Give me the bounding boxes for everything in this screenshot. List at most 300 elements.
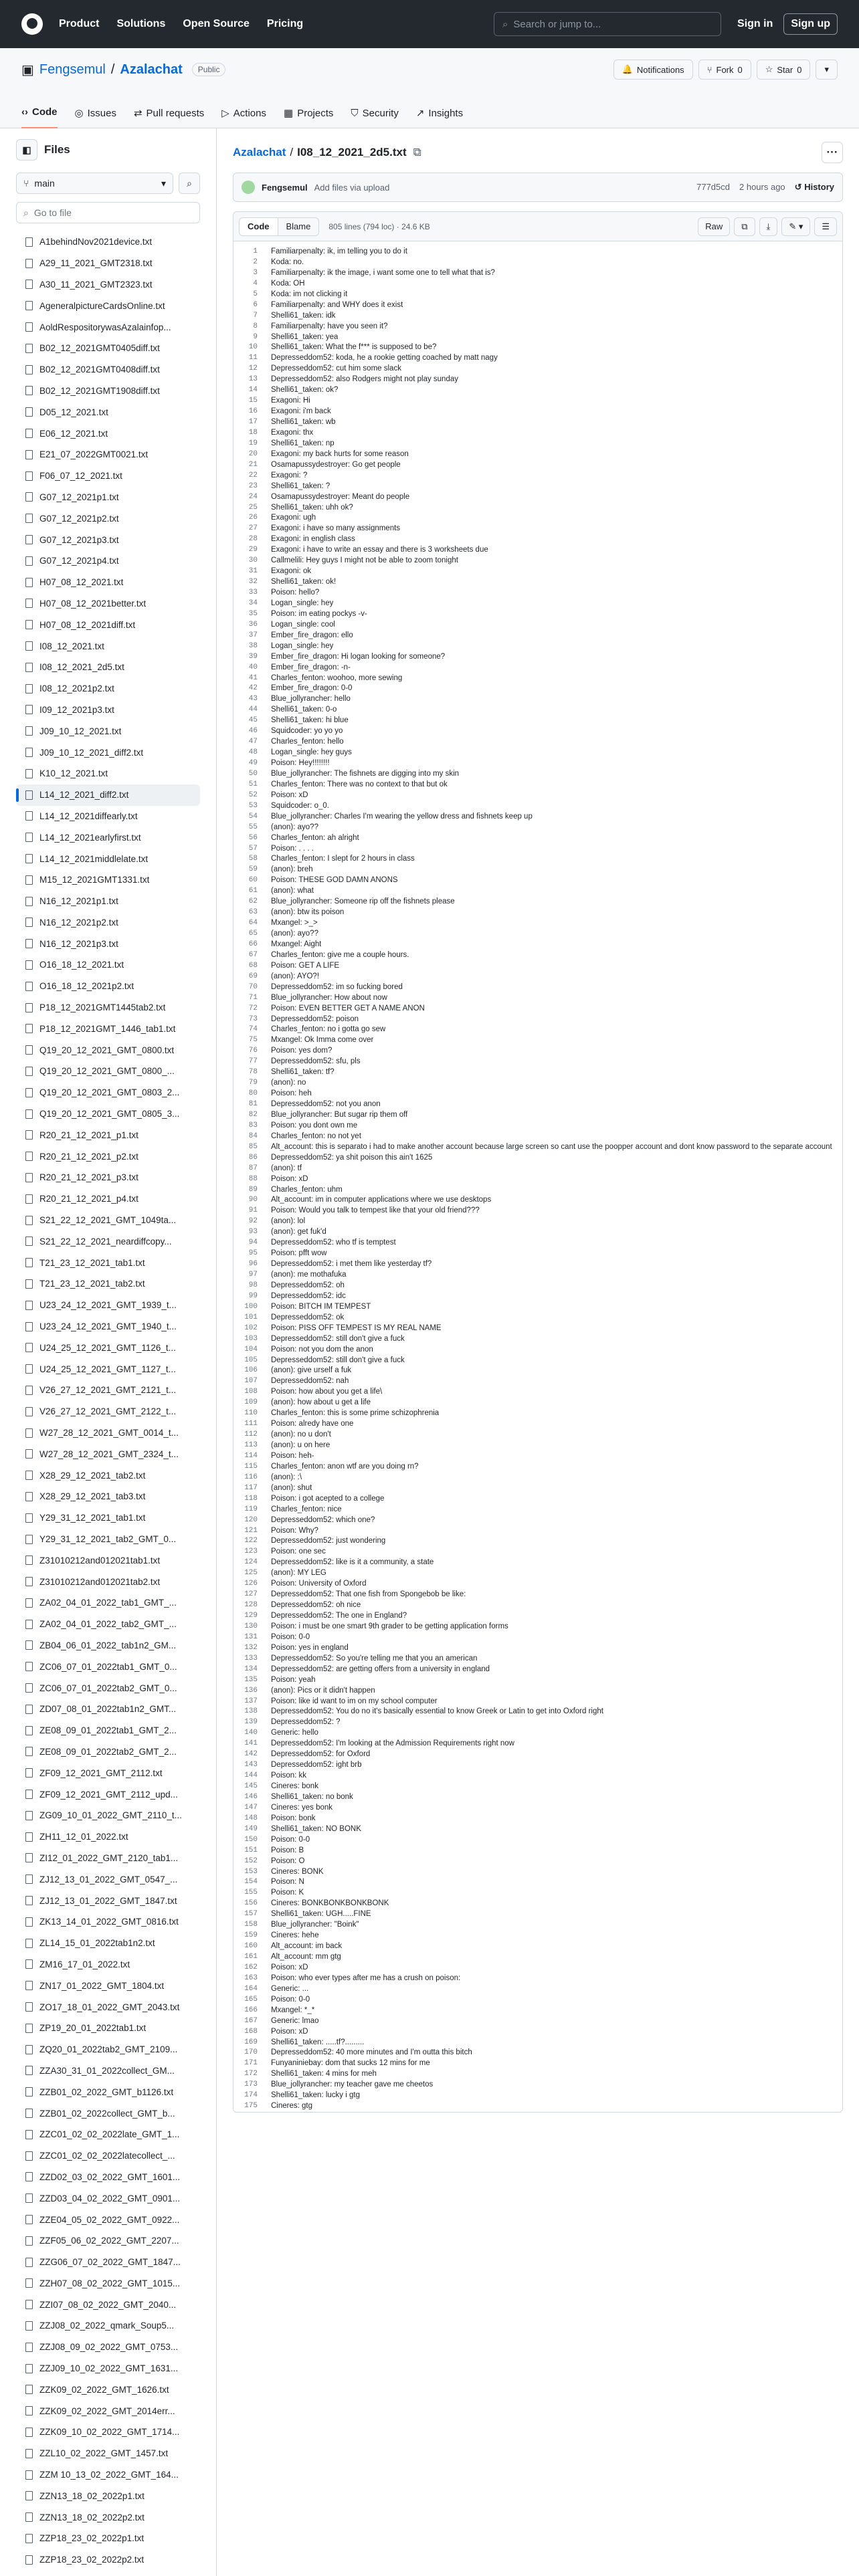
line-number[interactable]: 69 xyxy=(248,972,258,980)
file-tree-item[interactable] xyxy=(16,2060,200,2082)
commit-message[interactable]: Add files via upload xyxy=(314,182,390,193)
line-number[interactable]: 48 xyxy=(248,748,258,757)
line-number[interactable]: 103 xyxy=(244,1334,258,1343)
commit-author[interactable]: Fengsemul xyxy=(262,182,308,193)
line-number[interactable]: 21 xyxy=(248,460,258,469)
file-tree-item[interactable] xyxy=(16,2124,200,2145)
line-number[interactable]: 2 xyxy=(253,257,258,266)
file-tree-item[interactable] xyxy=(16,1826,200,1848)
line-number[interactable]: 125 xyxy=(244,1569,258,1578)
file-tree-item[interactable] xyxy=(16,1252,200,1273)
line-number[interactable]: 149 xyxy=(244,1824,258,1833)
line-number[interactable]: 88 xyxy=(248,1174,258,1183)
nav-open-source[interactable]: Open Source xyxy=(183,18,250,29)
file-tree-item[interactable] xyxy=(16,1337,200,1358)
fork-button[interactable] xyxy=(698,60,751,80)
line-number[interactable]: 37 xyxy=(248,631,258,639)
line-number[interactable]: 43 xyxy=(248,695,258,704)
line-number[interactable]: 58 xyxy=(248,855,258,863)
file-tree-item[interactable] xyxy=(16,1082,200,1103)
line-number[interactable]: 52 xyxy=(248,790,258,799)
line-number[interactable]: 73 xyxy=(248,1014,258,1023)
line-number[interactable]: 84 xyxy=(248,1132,258,1140)
file-tree-item[interactable] xyxy=(16,700,200,721)
line-number[interactable]: 96 xyxy=(248,1260,258,1269)
edit-pencil-icon[interactable]: ✎ ▾ xyxy=(781,217,810,236)
tab-pull-requests[interactable] xyxy=(134,107,204,128)
file-tree-item[interactable] xyxy=(16,1954,200,1975)
raw-button[interactable]: Raw xyxy=(698,217,730,236)
line-number[interactable]: 46 xyxy=(248,727,258,736)
line-number[interactable]: 80 xyxy=(248,1089,258,1098)
file-tree-item[interactable] xyxy=(16,1890,200,1911)
search-files-button[interactable]: ⌕ xyxy=(179,173,200,194)
file-tree-item[interactable] xyxy=(16,2528,200,2549)
code-view-button[interactable]: Code xyxy=(239,217,278,236)
file-tree-item[interactable] xyxy=(16,891,200,912)
line-number[interactable]: 9 xyxy=(253,332,258,341)
line-number[interactable]: 112 xyxy=(244,1430,258,1439)
file-tree-item[interactable] xyxy=(16,2358,200,2379)
line-number[interactable]: 119 xyxy=(244,1505,258,1513)
file-tree-item[interactable] xyxy=(16,1762,200,1784)
line-number[interactable]: 99 xyxy=(248,1291,258,1300)
line-number[interactable]: 3 xyxy=(253,268,258,277)
file-tree-item[interactable] xyxy=(16,2273,200,2294)
line-number[interactable]: 49 xyxy=(248,759,258,767)
file-tree-item[interactable] xyxy=(16,2337,200,2358)
file-tree-item[interactable] xyxy=(16,1592,200,1614)
line-number[interactable]: 50 xyxy=(248,769,258,778)
line-number[interactable]: 93 xyxy=(248,1228,258,1237)
file-tree-item[interactable] xyxy=(16,2485,200,2506)
line-number[interactable]: 5 xyxy=(253,290,258,298)
line-number[interactable]: 118 xyxy=(244,1494,258,1503)
line-number[interactable]: 89 xyxy=(248,1185,258,1194)
line-number[interactable]: 109 xyxy=(244,1398,258,1407)
line-number[interactable]: 151 xyxy=(244,1846,258,1854)
file-tree-item[interactable] xyxy=(16,295,200,316)
line-number[interactable]: 35 xyxy=(248,609,258,618)
line-number[interactable]: 30 xyxy=(248,556,258,565)
star-button[interactable] xyxy=(757,60,811,80)
line-number[interactable]: 108 xyxy=(244,1388,258,1396)
file-tree-item[interactable] xyxy=(16,1210,200,1231)
line-number[interactable]: 167 xyxy=(244,2016,258,2025)
line-number[interactable]: 77 xyxy=(248,1057,258,1066)
file-tree-item[interactable] xyxy=(16,423,200,444)
file-tree-item[interactable] xyxy=(16,444,200,465)
download-icon[interactable]: ⤓ xyxy=(759,217,778,236)
file-tree-item[interactable] xyxy=(16,1358,200,1380)
breadcrumb-repo-link[interactable]: Azalachat xyxy=(233,146,286,158)
line-number[interactable]: 87 xyxy=(248,1164,258,1172)
line-number[interactable]: 173 xyxy=(244,2080,258,2089)
file-tree-item[interactable] xyxy=(16,508,200,529)
file-tree-item[interactable] xyxy=(16,1975,200,1996)
line-number[interactable]: 38 xyxy=(248,641,258,650)
line-number[interactable]: 40 xyxy=(248,663,258,671)
file-tree-item[interactable] xyxy=(16,1635,200,1656)
line-number[interactable]: 142 xyxy=(244,1750,258,1759)
line-number[interactable]: 102 xyxy=(244,1323,258,1332)
line-number[interactable]: 160 xyxy=(244,1942,258,1951)
line-number[interactable]: 42 xyxy=(248,684,258,693)
line-number[interactable]: 157 xyxy=(244,1910,258,1919)
line-number[interactable]: 54 xyxy=(248,812,258,821)
file-tree-item[interactable] xyxy=(16,678,200,700)
line-number[interactable]: 6 xyxy=(253,300,258,309)
file-tree-item[interactable] xyxy=(16,231,200,253)
file-tree-item[interactable] xyxy=(16,1911,200,1933)
line-number[interactable]: 41 xyxy=(248,673,258,682)
line-number[interactable]: 106 xyxy=(244,1366,258,1375)
line-number[interactable]: 29 xyxy=(248,546,258,554)
file-tree-item[interactable] xyxy=(16,1146,200,1167)
line-number[interactable]: 147 xyxy=(244,1803,258,1812)
file-tree-item[interactable] xyxy=(16,2252,200,2273)
branch-select[interactable] xyxy=(16,173,173,194)
file-tree-item[interactable] xyxy=(16,1167,200,1188)
copy-icon[interactable]: ⧉ xyxy=(734,217,755,236)
line-number[interactable]: 12 xyxy=(248,364,258,373)
line-number[interactable]: 18 xyxy=(248,428,258,437)
line-number[interactable]: 7 xyxy=(253,311,258,320)
line-number[interactable]: 15 xyxy=(248,397,258,405)
file-tree-item[interactable] xyxy=(16,359,200,381)
file-tree-item[interactable] xyxy=(16,954,200,976)
file-tree-item[interactable] xyxy=(16,933,200,954)
file-tree-item[interactable] xyxy=(16,1720,200,1741)
line-number[interactable]: 44 xyxy=(248,706,258,714)
line-number[interactable]: 163 xyxy=(244,1973,258,1982)
line-number[interactable]: 92 xyxy=(248,1217,258,1226)
line-number[interactable]: 66 xyxy=(248,940,258,948)
line-number[interactable]: 70 xyxy=(248,982,258,991)
file-tree-item[interactable] xyxy=(16,1805,200,1826)
file-tree-item[interactable] xyxy=(16,1380,200,1401)
line-number[interactable]: 98 xyxy=(248,1281,258,1289)
line-number[interactable]: 57 xyxy=(248,844,258,853)
file-tree-item[interactable] xyxy=(16,1230,200,1252)
line-number[interactable]: 123 xyxy=(244,1547,258,1556)
line-number[interactable]: 172 xyxy=(244,2070,258,2078)
file-tree-item[interactable] xyxy=(16,2315,200,2337)
line-number[interactable]: 132 xyxy=(244,1643,258,1652)
line-number[interactable]: 45 xyxy=(248,716,258,725)
github-logo-icon[interactable] xyxy=(21,13,43,35)
line-number[interactable]: 162 xyxy=(244,1963,258,1971)
line-number[interactable]: 19 xyxy=(248,439,258,447)
line-number[interactable]: 100 xyxy=(244,1302,258,1311)
line-number[interactable]: 62 xyxy=(248,897,258,906)
file-tree-item[interactable] xyxy=(16,1699,200,1720)
line-number[interactable]: 23 xyxy=(248,481,258,490)
line-number[interactable]: 110 xyxy=(244,1409,258,1418)
line-number[interactable]: 11 xyxy=(248,354,258,362)
line-number[interactable]: 60 xyxy=(248,876,258,885)
line-number[interactable]: 59 xyxy=(248,865,258,874)
nav-pricing[interactable]: Pricing xyxy=(266,18,304,29)
file-tree-item[interactable] xyxy=(16,465,200,487)
file-tree-item[interactable] xyxy=(16,2400,200,2422)
file-tree-item[interactable] xyxy=(16,784,200,806)
line-number[interactable]: 97 xyxy=(248,1271,258,1279)
file-tree-item[interactable] xyxy=(16,1848,200,1869)
line-number[interactable]: 146 xyxy=(244,1792,258,1801)
line-number[interactable]: 166 xyxy=(244,2006,258,2014)
star-dropdown-button[interactable] xyxy=(816,60,838,80)
line-number[interactable]: 13 xyxy=(248,375,258,384)
file-tree-item[interactable] xyxy=(16,572,200,593)
line-number[interactable]: 34 xyxy=(248,599,258,607)
line-number[interactable]: 168 xyxy=(244,2027,258,2036)
go-to-file-input[interactable] xyxy=(16,202,200,223)
line-number[interactable]: 156 xyxy=(244,1899,258,1908)
line-number[interactable]: 130 xyxy=(244,1622,258,1630)
line-number[interactable]: 128 xyxy=(244,1601,258,1610)
line-number[interactable]: 140 xyxy=(244,1729,258,1737)
line-number[interactable]: 8 xyxy=(253,322,258,330)
tab-issues[interactable] xyxy=(75,107,116,128)
line-number[interactable]: 47 xyxy=(248,738,258,746)
line-number[interactable]: 134 xyxy=(244,1665,258,1673)
file-tree-item[interactable] xyxy=(16,1677,200,1699)
line-number[interactable]: 143 xyxy=(244,1761,258,1769)
line-number[interactable]: 127 xyxy=(244,1590,258,1599)
line-number[interactable]: 138 xyxy=(244,1707,258,1716)
line-number[interactable]: 36 xyxy=(248,620,258,629)
line-number[interactable]: 165 xyxy=(244,1995,258,2004)
line-number[interactable]: 32 xyxy=(248,578,258,586)
line-number[interactable]: 155 xyxy=(244,1889,258,1897)
symbols-panel-icon[interactable]: ☰ xyxy=(814,217,837,236)
tab-actions[interactable] xyxy=(221,107,266,128)
file-tree-item[interactable] xyxy=(16,763,200,784)
file-tree-item[interactable] xyxy=(16,848,200,869)
file-tree-item[interactable] xyxy=(16,1741,200,1763)
line-number[interactable]: 101 xyxy=(244,1313,258,1321)
line-number[interactable]: 154 xyxy=(244,1878,258,1887)
line-number[interactable]: 78 xyxy=(248,1068,258,1077)
nav-product[interactable]: Product xyxy=(59,18,100,29)
file-tree-item[interactable] xyxy=(16,2145,200,2167)
line-number[interactable]: 175 xyxy=(244,2102,258,2111)
file-tree-item[interactable] xyxy=(16,381,200,402)
file-tree-item[interactable] xyxy=(16,1422,200,1444)
copy-path-icon[interactable]: ⧉ xyxy=(413,146,421,158)
line-number[interactable]: 107 xyxy=(244,1377,258,1386)
line-number[interactable]: 65 xyxy=(248,930,258,938)
file-tree-item[interactable] xyxy=(16,1124,200,1146)
file-tree-item[interactable] xyxy=(16,338,200,359)
file-tree-item[interactable] xyxy=(16,2230,200,2252)
line-number[interactable]: 4 xyxy=(253,279,258,288)
line-number[interactable]: 121 xyxy=(244,1526,258,1535)
line-number[interactable]: 174 xyxy=(244,2091,258,2100)
line-number[interactable]: 116 xyxy=(244,1473,258,1481)
file-tree-item[interactable] xyxy=(16,401,200,423)
file-tree-item[interactable] xyxy=(16,827,200,848)
line-number[interactable]: 16 xyxy=(248,407,258,416)
line-number[interactable]: 159 xyxy=(244,1931,258,1940)
line-number[interactable]: 51 xyxy=(248,780,258,788)
line-number[interactable]: 79 xyxy=(248,1079,258,1087)
file-tree-item[interactable] xyxy=(16,2379,200,2400)
line-number[interactable]: 135 xyxy=(244,1675,258,1684)
file-tree-item[interactable] xyxy=(16,720,200,742)
file-tree-item[interactable] xyxy=(16,2081,200,2103)
line-number[interactable]: 82 xyxy=(248,1110,258,1119)
line-number[interactable]: 104 xyxy=(244,1345,258,1354)
line-number[interactable]: 91 xyxy=(248,1206,258,1215)
line-number[interactable]: 63 xyxy=(248,908,258,917)
repo-name-link[interactable]: Azalachat xyxy=(120,62,183,77)
file-tree-item[interactable] xyxy=(16,1443,200,1465)
file-tree-item[interactable] xyxy=(16,2039,200,2060)
line-number[interactable]: 86 xyxy=(248,1153,258,1162)
line-number[interactable]: 120 xyxy=(244,1515,258,1524)
line-number[interactable]: 148 xyxy=(244,1814,258,1822)
file-tree-item[interactable] xyxy=(16,2443,200,2464)
history-button[interactable] xyxy=(795,182,834,193)
file-tree-item[interactable] xyxy=(16,1784,200,1805)
line-number[interactable]: 153 xyxy=(244,1867,258,1876)
file-tree-item[interactable] xyxy=(16,1295,200,1316)
file-tree-item[interactable] xyxy=(16,2506,200,2528)
line-number[interactable]: 83 xyxy=(248,1121,258,1130)
file-tree-item[interactable] xyxy=(16,1996,200,2018)
file-tree-item[interactable] xyxy=(16,1933,200,1954)
tab-code[interactable] xyxy=(21,106,58,128)
file-tree-item[interactable] xyxy=(16,2167,200,2188)
line-number[interactable]: 17 xyxy=(248,418,258,426)
line-number[interactable]: 131 xyxy=(244,1632,258,1641)
line-number[interactable]: 115 xyxy=(244,1462,258,1471)
line-number[interactable]: 95 xyxy=(248,1249,258,1258)
file-tree-item[interactable] xyxy=(16,1273,200,1295)
line-number[interactable]: 71 xyxy=(248,993,258,1002)
file-tree-item[interactable] xyxy=(16,2209,200,2230)
file-tree-item[interactable] xyxy=(16,2103,200,2124)
line-number[interactable]: 136 xyxy=(244,1686,258,1695)
file-tree-item[interactable] xyxy=(16,1549,200,1571)
line-number[interactable]: 124 xyxy=(244,1558,258,1567)
file-tree-item[interactable] xyxy=(16,1529,200,1550)
line-number[interactable]: 169 xyxy=(244,2038,258,2046)
file-tree-item[interactable] xyxy=(16,529,200,550)
line-number[interactable]: 53 xyxy=(248,801,258,810)
nav-solutions[interactable]: Solutions xyxy=(116,18,166,29)
tab-insights[interactable] xyxy=(416,107,463,128)
line-number[interactable]: 67 xyxy=(248,950,258,959)
line-number[interactable]: 126 xyxy=(244,1580,258,1588)
file-tree-item[interactable] xyxy=(16,593,200,615)
line-number[interactable]: 22 xyxy=(248,471,258,479)
file-tree-item[interactable] xyxy=(16,1316,200,1337)
blame-view-button[interactable]: Blame xyxy=(278,217,320,236)
line-number[interactable]: 152 xyxy=(244,1856,258,1865)
file-tree-item[interactable] xyxy=(16,2018,200,2039)
line-number[interactable]: 64 xyxy=(248,919,258,928)
line-number[interactable]: 27 xyxy=(248,524,258,533)
line-number[interactable]: 145 xyxy=(244,1782,258,1790)
line-number[interactable]: 164 xyxy=(244,1984,258,1993)
line-number[interactable]: 90 xyxy=(248,1196,258,1204)
line-number[interactable]: 74 xyxy=(248,1025,258,1034)
line-number[interactable]: 171 xyxy=(244,2059,258,2068)
line-number[interactable]: 137 xyxy=(244,1697,258,1705)
file-tree-item[interactable] xyxy=(16,2294,200,2315)
sign-up-button[interactable]: Sign up xyxy=(783,13,838,35)
file-tree-item[interactable] xyxy=(16,1103,200,1125)
line-number[interactable]: 14 xyxy=(248,386,258,395)
file-tree-item[interactable] xyxy=(16,1571,200,1592)
line-number[interactable]: 55 xyxy=(248,823,258,831)
file-tree-item[interactable] xyxy=(16,2464,200,2486)
collapse-sidebar-icon[interactable]: ◧ xyxy=(16,139,37,160)
line-number[interactable]: 1 xyxy=(253,247,258,255)
line-number[interactable]: 20 xyxy=(248,449,258,458)
file-tree-item[interactable] xyxy=(16,1486,200,1507)
file-tree-item[interactable] xyxy=(16,997,200,1018)
line-number[interactable]: 28 xyxy=(248,535,258,544)
global-search-input[interactable] xyxy=(494,12,721,36)
repo-owner-link[interactable]: Fengsemul xyxy=(39,62,106,77)
line-number[interactable]: 25 xyxy=(248,503,258,512)
file-tree-item[interactable] xyxy=(16,316,200,338)
file-tree-item[interactable] xyxy=(16,1188,200,1210)
notifications-button[interactable] xyxy=(613,60,693,80)
file-tree-item[interactable] xyxy=(16,614,200,635)
line-number[interactable]: 75 xyxy=(248,1036,258,1045)
file-tree-item[interactable] xyxy=(16,487,200,508)
file-tree-item[interactable] xyxy=(16,1614,200,1635)
line-number[interactable]: 72 xyxy=(248,1004,258,1012)
file-tree-item[interactable] xyxy=(16,1018,200,1039)
more-options-button[interactable]: ··· xyxy=(822,142,843,163)
file-tree-item[interactable] xyxy=(16,635,200,657)
tab-projects[interactable] xyxy=(284,107,333,128)
line-number[interactable]: 129 xyxy=(244,1612,258,1620)
file-tree-item[interactable] xyxy=(16,253,200,274)
commit-hash[interactable]: 777d5cd xyxy=(696,182,730,192)
line-number[interactable]: 76 xyxy=(248,1047,258,1055)
line-number[interactable]: 141 xyxy=(244,1739,258,1748)
file-tree-item[interactable] xyxy=(16,2187,200,2209)
line-number[interactable]: 31 xyxy=(248,567,258,576)
line-number[interactable]: 94 xyxy=(248,1239,258,1247)
file-tree-item[interactable] xyxy=(16,1656,200,1677)
line-number[interactable]: 139 xyxy=(244,1718,258,1727)
file-tree-item[interactable] xyxy=(16,550,200,572)
line-number[interactable]: 56 xyxy=(248,833,258,842)
line-number[interactable]: 158 xyxy=(244,1921,258,1929)
file-tree-item[interactable] xyxy=(16,1465,200,1486)
file-tree-item[interactable] xyxy=(16,1039,200,1061)
file-tree-item[interactable] xyxy=(16,1401,200,1422)
file-tree-item[interactable] xyxy=(16,657,200,678)
line-number[interactable]: 114 xyxy=(244,1451,258,1460)
line-number[interactable]: 117 xyxy=(244,1483,258,1492)
file-tree-item[interactable] xyxy=(16,2422,200,2443)
file-tree-item[interactable] xyxy=(16,1868,200,1890)
sign-in-link[interactable]: Sign in xyxy=(737,18,773,29)
file-tree-item[interactable] xyxy=(16,274,200,296)
line-number[interactable]: 133 xyxy=(244,1654,258,1662)
line-number[interactable]: 10 xyxy=(248,343,258,352)
file-tree-item[interactable] xyxy=(16,1507,200,1529)
